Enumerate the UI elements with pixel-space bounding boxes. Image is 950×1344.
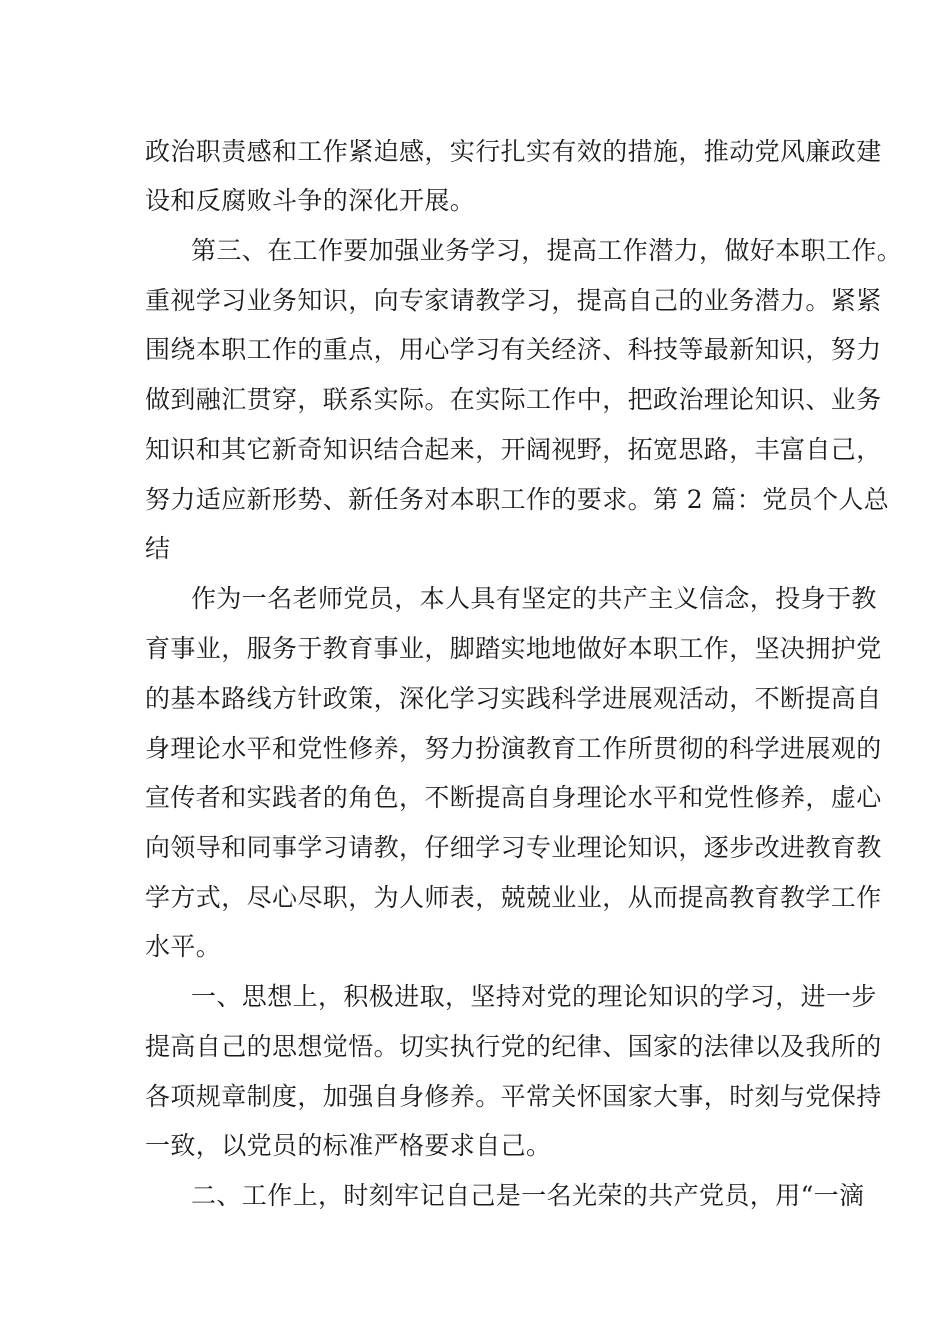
text-line-2: 设和反腐败斗争的深化开展。 [145, 186, 476, 215]
text-line-21: 一致，以党员的标准严格要求自己。 [145, 1131, 552, 1160]
text-line-19: 提高自己的思想觉悟。切实执行党的纪律、国家的法律以及我所的 [145, 1032, 882, 1061]
text-line-4: 重视学习业务知识，向专家请教学习，提高自己的业务潜力。紧紧 [145, 286, 882, 315]
text-line-3: 第三、在工作要加强业务学习，提高工作潜力，做好本职工作。 [191, 236, 903, 265]
text-line-6: 做到融汇贯穿，联系实际。在实际工作中，把政治理论知识、业务 [145, 385, 882, 414]
text-line-13: 身理论水平和党性修养，努力扮演教育工作所贯彻的科学进展观的 [145, 734, 882, 763]
text-line-14: 宣传者和实践者的角色，不断提高自身理论水平和党性修养，虚心 [145, 783, 882, 812]
text-line-22: 二、工作上，时刻牢记自己是一名光荣的共产党员，用“一滴 [191, 1181, 865, 1210]
text-line-15: 向领导和同事学习请教，仔细学习专业理论知识，逐步改进教育教 [145, 833, 882, 862]
text-line-17: 水平。 [145, 932, 222, 961]
text-line-9: 结 [145, 534, 171, 563]
text-line-18: 一、思想上，积极进取，坚持对党的理论知识的学习，进一步 [191, 982, 877, 1011]
text-line-12: 的基本路线方针政策，深化学习实践科学进展观活动，不断提高自 [145, 684, 882, 713]
text-line-20: 各项规章制度，加强自身修养。平常关怀国家大事，时刻与党保持 [145, 1082, 882, 1111]
text-line-8: 努力适应新形势、新任务对本职工作的要求。第 2 篇：党员个人总 [145, 485, 890, 514]
text-line-5: 围绕本职工作的重点，用心学习有关经济、科技等最新知识，努力 [145, 335, 882, 364]
text-line-10: 作为一名老师党员，本人具有坚定的共产主义信念，投身于教 [191, 584, 877, 613]
text-line-11: 育事业，服务于教育事业，脚踏实地地做好本职工作，坚决拥护党 [145, 634, 882, 663]
text-line-16: 学方式，尽心尽职，为人师表，兢兢业业，从而提高教育教学工作 [145, 883, 882, 912]
text-line-7: 知识和其它新奇知识结合起来，开阔视野，拓宽思路，丰富自己， [145, 435, 882, 464]
text-line-1: 政治职责感和工作紧迫感，实行扎实有效的措施，推动党风廉政建 [145, 137, 882, 166]
